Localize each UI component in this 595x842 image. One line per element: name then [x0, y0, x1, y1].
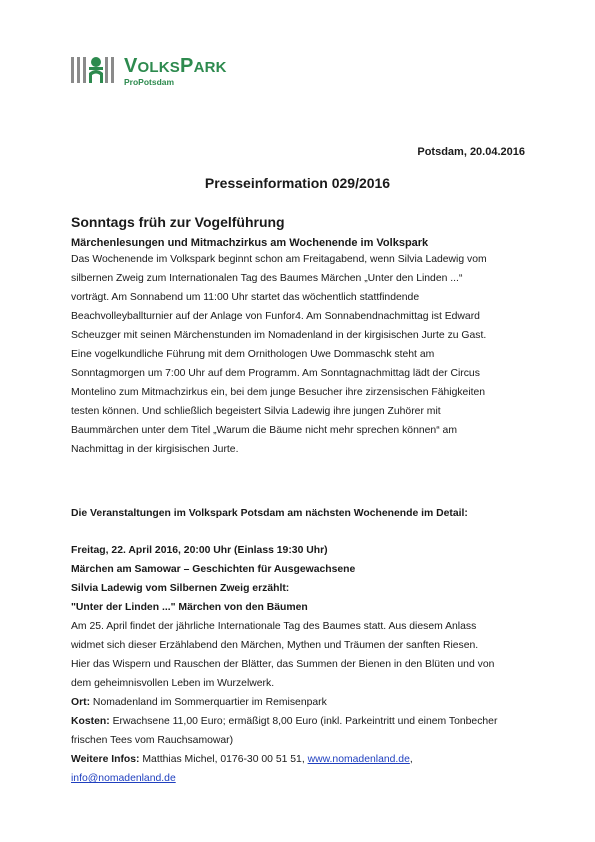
intro-line: Das Wochenende im Volkspark beginnt schon am Freitagabend, wenn Silvia Ladewig vom [71, 254, 487, 265]
location-value: Nomadenland im Sommerquartier im Remisenpark [90, 697, 327, 708]
event-friday [71, 541, 531, 788]
cost-value: Erwachsene 11,00 Euro; ermäßigt 8,00 Euro (inkl. Parkeintritt und einem Tonbecher [109, 716, 498, 727]
intro-line: Baummärchen unter dem Titel „Warum die Bäume nicht mehr sprechen können“ am [71, 425, 457, 436]
event-description-line: Hier das Wispern und Rauschen der Blätter, das Summen der Bienen in den Blüten und von [71, 659, 495, 670]
event-description-line: Am 25. April findet der jährliche Internationale Tag des Baumes statt. Aus diesem Anlass [71, 621, 477, 632]
event-description-line: widmet sich dieser Erzählabend den Märchen, Mythen und Träumen der sanften Riesen. [71, 640, 479, 651]
event-date: Freitag, 22. April 2016, 20:00 Uhr (Einlass 19:30 Uhr) [71, 545, 328, 556]
intro-line: Sonntagmorgen um 7:00 Uhr auf dem Programm. Am Sonntagnachmittag lädt der Circus [71, 368, 480, 379]
park-gate-icon [70, 53, 118, 89]
intro-line: Eine vogelkundliche Führung mit dem Ornithologen Uwe Dommaschk steht am [71, 349, 435, 360]
event-performer: Silvia Ladewig vom Silbernen Zweig erzählt: [71, 583, 290, 594]
logo-subtitle: ProPotsdam [124, 77, 175, 87]
intro-line: Montelino zum Mitmachzirkus ein, bei dem junge Besucher ihre zirzensischen Fähigkeiten [71, 387, 486, 398]
volkspark-logo [70, 53, 260, 89]
info-label: Weitere Infos: [71, 754, 140, 765]
info-contact: Matthias Michel, 0176-30 00 51 51, [139, 754, 308, 765]
events-heading: Die Veranstaltungen im Volkspark Potsdam am nächsten Wochenende im Detail: [71, 508, 468, 519]
event-title: Märchen am Samowar – Geschichten für Ausgewachsene [71, 564, 356, 575]
intro-line: Beachvolleyballturnier auf der Anlage von Funfor4. Am Sonnabendnachmittag ist Edward [71, 311, 480, 322]
event-subtitle: "Unter der Linden ..." Märchen von den Bäumen [71, 602, 308, 613]
event-cost-continued: frischen Tees vom Rauchsamowar) [71, 735, 234, 746]
event-cost [71, 712, 531, 731]
intro-line: silbernen Zweig zum Internationalen Tag des Baumes Märchen „Unter den Linden ...“ [71, 273, 463, 284]
intro-line: testen können. Und schließlich begeistert Silvia Ladewig ihre jungen Zuhörer mit [71, 406, 441, 417]
logo-wordmark: VOLKSPARK [124, 55, 227, 77]
event-description-line: dem geheimnisvollen Leben im Wurzelwerk. [71, 678, 275, 689]
cost-label: Kosten: [71, 716, 110, 727]
intro-line: Nachmittag in der kirgisischen Jurte. [71, 444, 239, 455]
event-email [71, 769, 531, 788]
press-release-number: Presseinformation 029/2016 [204, 175, 391, 191]
press-date: Potsdam, 20.04.2016 [417, 146, 525, 158]
article-subheadline: Märchenlesungen und Mitmachzirkus am Wochenende im Volkspark [71, 237, 429, 249]
intro-line: vorträgt. Am Sonnabend um 11:00 Uhr startet das wöchentlich stattfindende [71, 292, 420, 303]
location-label: Ort: [71, 697, 91, 708]
event-location [71, 693, 531, 712]
intro-line: Scheuzger mit seinen Märchenstunden im Nomadenland in der kirgisischen Jurte zu Gast. [71, 330, 487, 341]
intro-paragraph [71, 250, 531, 459]
event-info: Weitere Infos: Matthias Michel, 0176-30 00 51 51, www.nomadenland.de, [71, 754, 413, 765]
website-link[interactable]: www.nomadenland.de [307, 754, 410, 765]
email-link[interactable]: info@nomadenland.de [71, 773, 176, 784]
article-headline: Sonntags früh zur Vogelführung [71, 214, 285, 230]
